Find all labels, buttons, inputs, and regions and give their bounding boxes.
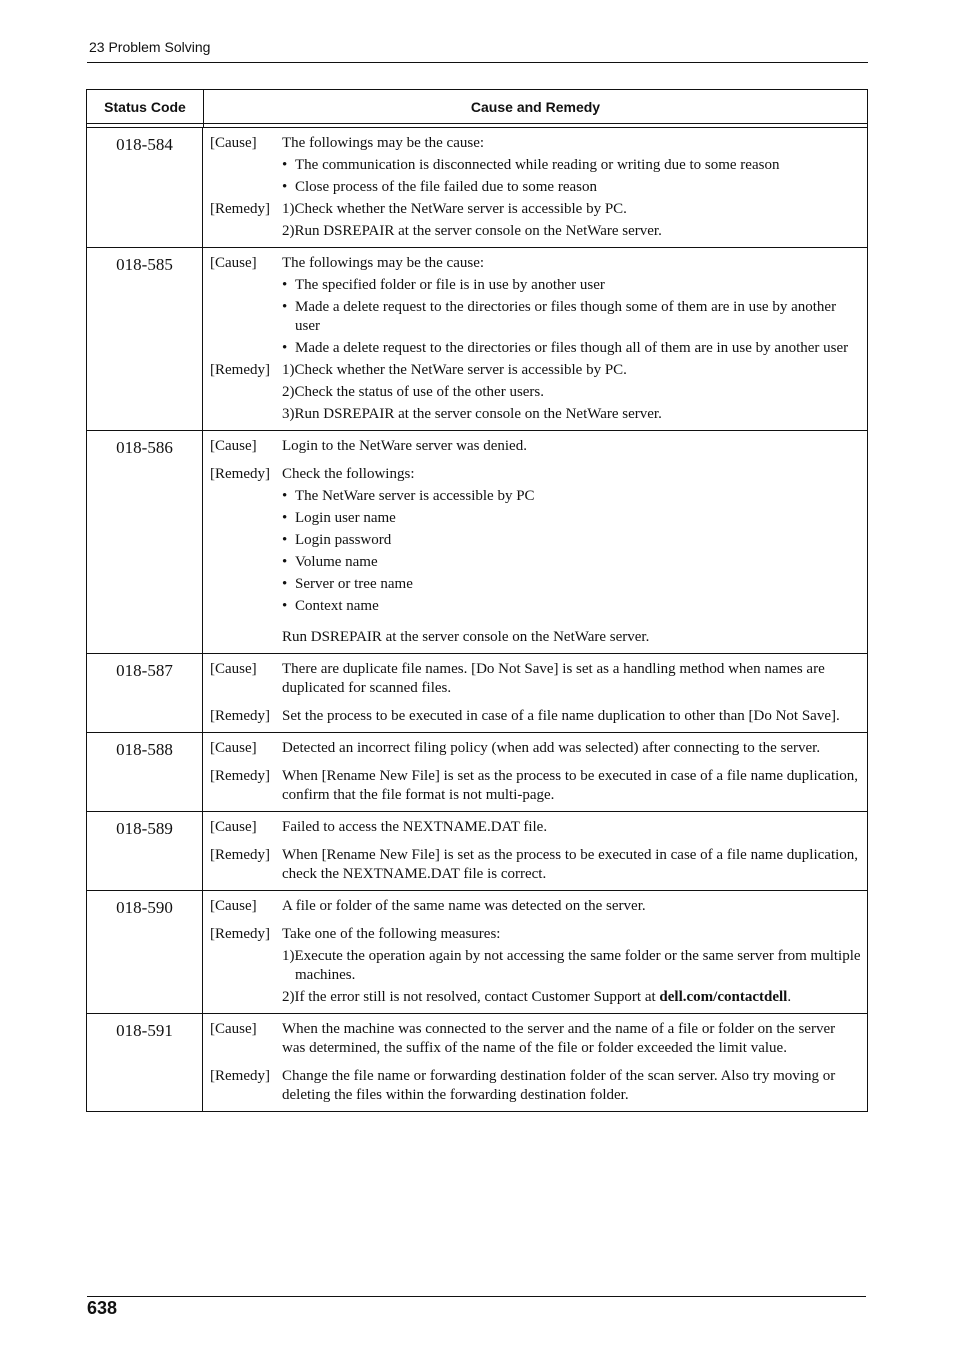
- column-header-status-code: Status Code: [87, 90, 204, 123]
- table-row: [87, 812, 867, 891]
- cause-remedy-cell: [203, 431, 867, 653]
- list-item: • The specified folder or file is in use by another user: [282, 277, 605, 293]
- status-code-table: [86, 89, 868, 1112]
- cause-entry: [210, 739, 861, 758]
- list-item: • The communication is disconnected while reading or writing due to some reason: [282, 157, 780, 173]
- table-row: [87, 431, 867, 654]
- cause-entry: [210, 818, 861, 837]
- cause-remedy-cell: [203, 891, 867, 1013]
- table-header: [87, 90, 867, 124]
- page-number: 638: [87, 1298, 118, 1318]
- remedy-text: When [Rename New File] is set as the process to be executed in case of a file name duplication, check the NEXTNAME.DAT file is correct.: [282, 847, 859, 882]
- cause-tag: [Cause]: [210, 898, 257, 914]
- cause-text: A file or folder of the same name was detected on the server.: [282, 898, 646, 914]
- remedy-step: 2)Check the status of use of the other users.: [282, 384, 545, 400]
- column-header-cause-remedy: Cause and Remedy: [470, 98, 601, 115]
- status-code: 018-584: [87, 128, 203, 247]
- remedy-after: Run DSREPAIR at the server console on the NetWare server.: [282, 629, 650, 645]
- cause-text: Detected an incorrect filing policy (when add was selected) after connecting to the server.: [282, 740, 821, 756]
- cause-remedy-cell: [203, 128, 867, 247]
- cause-entry: [210, 660, 861, 698]
- header-rule: [87, 62, 868, 63]
- cause-entry: [210, 897, 861, 916]
- remedy-step: 1)Check whether the NetWare server is accessible by PC.: [282, 362, 627, 378]
- remedy-intro: Take one of the following measures:: [282, 926, 501, 942]
- remedy-tag: [Remedy]: [210, 847, 270, 863]
- list-item: • Login user name: [282, 510, 396, 526]
- remedy-step: 3)Run DSREPAIR at the server console on the NetWare server.: [282, 406, 662, 422]
- list-item: • Server or tree name: [282, 576, 413, 592]
- status-code: 018-585: [87, 248, 203, 430]
- cause-text: Login to the NetWare server was denied.: [282, 438, 527, 454]
- cause-remedy-cell: [203, 1014, 867, 1111]
- cause-remedy-cell: [203, 733, 867, 811]
- remedy-step: 2)Run DSREPAIR at the server console on the NetWare server.: [282, 223, 662, 239]
- remedy-text: Change the file name or forwarding destination folder of the scan server. Also try moving or deleting the files within the forwarding destination folder.: [282, 1068, 836, 1103]
- table-row: [87, 733, 867, 812]
- remedy-step: 1)Execute the operation again by not accessing the same folder or the same server from multiple machines.: [282, 948, 861, 983]
- list-item: • Login password: [282, 532, 392, 548]
- cause-tag: [Cause]: [210, 438, 257, 454]
- cause-remedy-cell: [203, 654, 867, 732]
- status-code: 018-591: [87, 1014, 203, 1111]
- table-row: [87, 654, 867, 733]
- remedy-intro: Check the followings:: [282, 466, 415, 482]
- cause-remedy-cell: [203, 248, 867, 430]
- cause-intro: The followings may be the cause:: [282, 135, 485, 151]
- remedy-entry: [210, 465, 861, 647]
- cause-tag: [Cause]: [210, 135, 257, 151]
- remedy-text: When [Rename New File] is set as the process to be executed in case of a file name duplication, confirm that the file format is not multi-page.: [282, 768, 859, 803]
- status-code: 018-587: [87, 654, 203, 732]
- remedy-entry: [210, 707, 861, 726]
- cause-entry: [210, 437, 861, 456]
- cause-remedy-cell: [203, 812, 867, 890]
- cause-tag: [Cause]: [210, 740, 257, 756]
- remedy-step: 2)If the error still is not resolved, contact Customer Support at dell.com/contactdell.: [282, 989, 792, 1005]
- list-item: • Made a delete request to the directories or files though all of them are in use by another user: [282, 340, 849, 356]
- remedy-entry: [210, 1067, 861, 1105]
- remedy-entry: [210, 767, 861, 805]
- table-row: [87, 891, 867, 1014]
- status-code: 018-588: [87, 733, 203, 811]
- remedy-entry: [210, 925, 861, 1007]
- list-item: • The NetWare server is accessible by PC: [282, 488, 535, 504]
- support-link[interactable]: dell.com/contactdell: [659, 989, 788, 1005]
- cause-tag: [Cause]: [210, 1021, 257, 1037]
- table-row: [87, 1014, 867, 1111]
- status-code: 018-589: [87, 812, 203, 890]
- remedy-tag: [Remedy]: [210, 362, 270, 378]
- list-item: • Made a delete request to the directories or files though some of them are in use by another user: [282, 299, 837, 334]
- list-item: • Volume name: [282, 554, 378, 570]
- list-item: • Context name: [282, 598, 379, 614]
- cause-text: Failed to access the NEXTNAME.DAT file.: [282, 819, 548, 835]
- cause-intro: The followings may be the cause:: [282, 255, 485, 271]
- status-code: 018-586: [87, 431, 203, 653]
- remedy-tag: [Remedy]: [210, 201, 270, 217]
- remedy-tag: [Remedy]: [210, 708, 270, 724]
- remedy-entry: [210, 200, 861, 241]
- remedy-tag: [Remedy]: [210, 768, 270, 784]
- remedy-tag: [Remedy]: [210, 466, 270, 482]
- cause-tag: [Cause]: [210, 661, 257, 677]
- remedy-tag: [Remedy]: [210, 926, 270, 942]
- cause-text: When the machine was connected to the server and the name of a file or folder on the server was determined, the suffix of the name of the file or folder exceeded the limit value.: [282, 1021, 836, 1056]
- footer-rule: [87, 1296, 866, 1297]
- remedy-text: Set the process to be executed in case of a file name duplication to other than [Do Not Save].: [282, 708, 840, 724]
- remedy-entry: [210, 361, 861, 424]
- cause-tag: [Cause]: [210, 819, 257, 835]
- cause-tag: [Cause]: [210, 255, 257, 271]
- table-row: [87, 248, 867, 431]
- cause-entry: [210, 254, 861, 358]
- table-row: [87, 128, 867, 248]
- status-code: 018-590: [87, 891, 203, 1013]
- list-item: • Close process of the file failed due to some reason: [282, 179, 597, 195]
- cause-entry: [210, 1020, 861, 1058]
- page-header-title: 23 Problem Solving: [89, 39, 211, 55]
- remedy-tag: [Remedy]: [210, 1068, 270, 1084]
- remedy-step: 1)Check whether the NetWare server is accessible by PC.: [282, 201, 627, 217]
- cause-entry: [210, 134, 861, 197]
- cause-text: There are duplicate file names. [Do Not Save] is set as a handling method when names are duplicated for scanned files.: [282, 661, 825, 696]
- remedy-entry: [210, 846, 861, 884]
